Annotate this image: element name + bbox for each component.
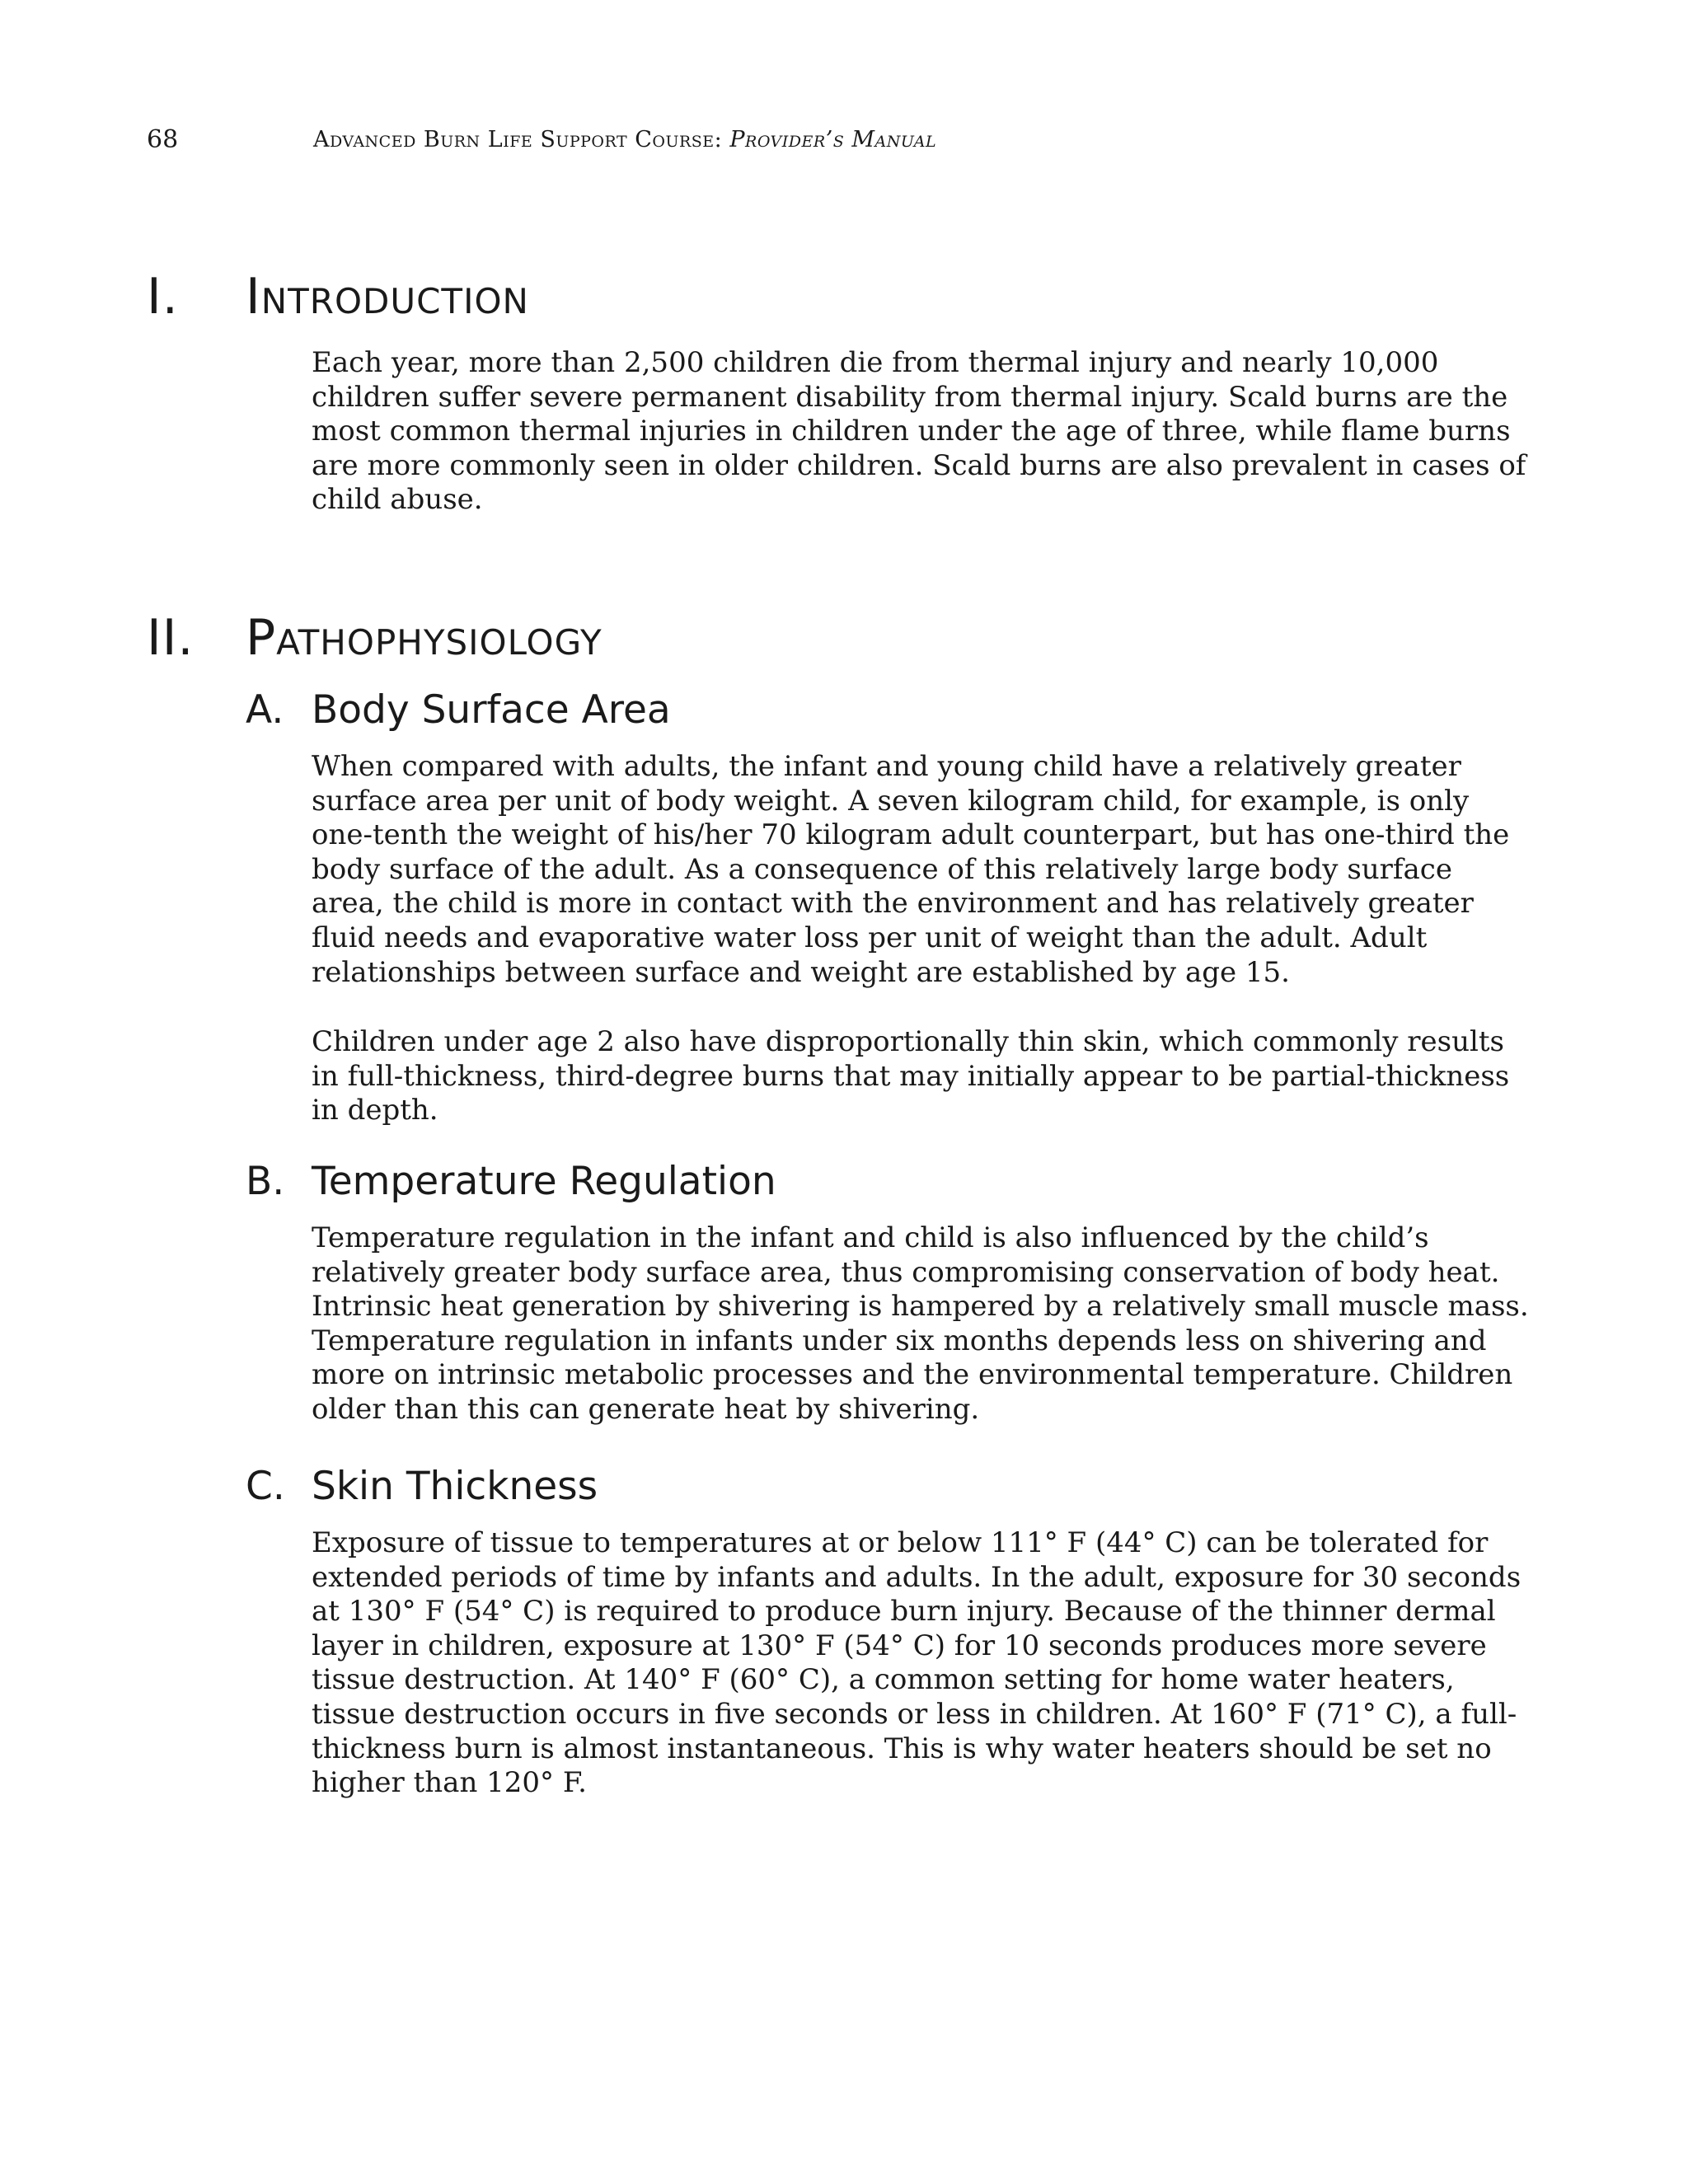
subheading-body-surface-area bbox=[246, 686, 671, 735]
subheading-title: Skin Thickness bbox=[312, 1464, 598, 1509]
running-head bbox=[313, 124, 936, 157]
skin-thickness-paragraph: Exposure of tissue to temperatures at or below 111° F (44° C) can be tolerated for extended periods of time by infants and adults. In the adult, exposure for 30 seconds at 130° F (54° C) is required to produce burn injury. Because of the thinner dermal layer in children, exposure at 130° F (54° C) for 10 seconds produces more severe tissue destruction. At 140° F (60° C), a common setting for home water heaters, tissue destruction occurs in five seconds or less in children. At 160° F (71° C), a full-thickness burn is almost instantaneous. This is why water heaters should be set no higher than 120° F. bbox=[312, 1526, 1522, 1800]
subheading-letter: B. bbox=[246, 1159, 285, 1204]
page-number: 68 bbox=[147, 125, 179, 154]
section-number: I. bbox=[147, 268, 179, 326]
temperature-regulation-paragraph: Temperature regulation in the infant and child is also influenced by the child’s relatively greater body surface area, thus compromising conservation of body heat. Intrinsic heat generation by shivering is hampered by a relatively small muscle mass. Temperature regulation in infants under six months depends less on shivering and more on intrinsic metabolic processes and the environmental temperature. Children older than this can generate heat by shivering. bbox=[312, 1221, 1529, 1426]
introduction-paragraph: Each year, more than 2,500 children die from thermal injury and nearly 10,000 children suffer severe permanent disability from thermal injury. Scald burns are the most common thermal injuries in children under the age of three, while flame burns are more commonly seen in older children. Scald burns are also prevalent in cases of child abuse. bbox=[312, 346, 1526, 517]
subheading-letter: C. bbox=[246, 1464, 285, 1509]
section-heading-introduction bbox=[147, 265, 529, 328]
body-surface-area-paragraph-2: Children under age 2 also have disproportionally thin skin, which commonly results in full-thickness, third-degree burns that may initially appear to be partial-thickness in depth. bbox=[312, 1025, 1510, 1127]
section-title: Pathophysiology bbox=[246, 609, 603, 667]
subheading-temperature-regulation bbox=[246, 1157, 776, 1207]
subheading-skin-thickness bbox=[246, 1462, 598, 1511]
section-number: II. bbox=[147, 609, 195, 667]
section-heading-pathophysiology bbox=[147, 607, 603, 669]
running-head-italic: Provider’s Manual bbox=[729, 127, 937, 152]
running-head-main: Advanced Burn Life Support Course: bbox=[313, 127, 730, 152]
subheading-title: Temperature Regulation bbox=[312, 1159, 776, 1204]
body-surface-area-paragraph-1: When compared with adults, the infant and young child have a relatively greater surface area per unit of body weight. A seven kilogram child, for example, is only one-tenth the weight of his/her 70 kilogram adult counterpart, but has one-third the body surface of the adult. As a consequence of this relatively large body surface area, the child is more in contact with the environment and has relatively greater fluid needs and evaporative water loss per unit of weight than the adult. Adult relationships between surface and weight are established by age 15. bbox=[312, 750, 1510, 989]
section-title: Introduction bbox=[246, 268, 529, 326]
subheading-title: Body Surface Area bbox=[312, 687, 671, 733]
subheading-letter: A. bbox=[246, 687, 284, 733]
